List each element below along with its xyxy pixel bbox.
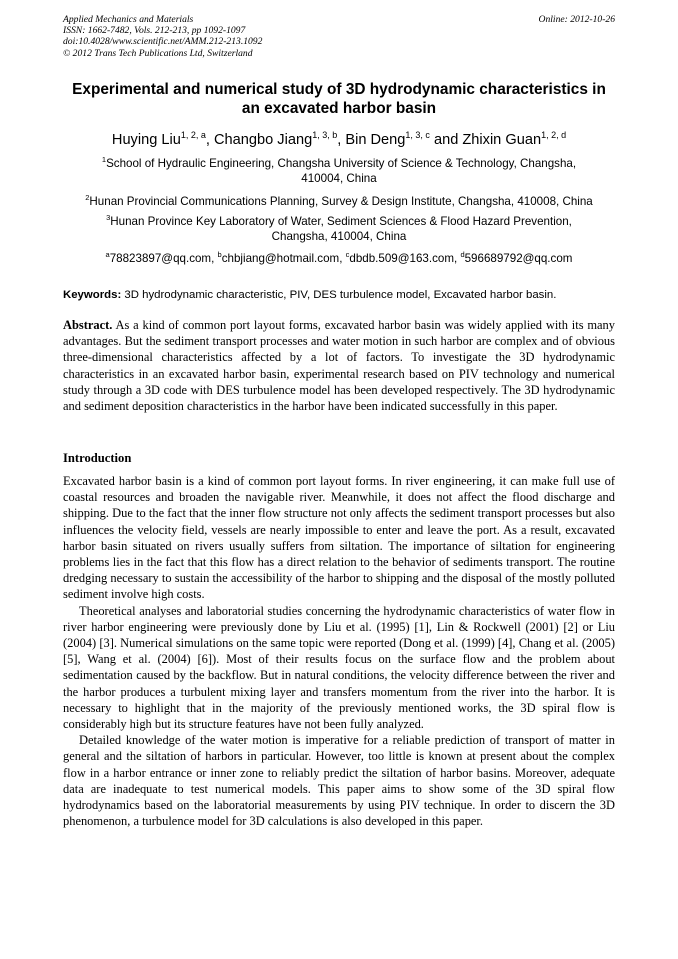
paragraph: Excavated harbor basin is a kind of common port layout forms. In river engineering, it can make full use of coastal resources and broaden the navigable river. Meanwhile, it does not affect the flood discharge and shipping. Due to the fact that the inner flow structure not only affects the sediment transport processes but also influences the velocity field, vessels are nearly impossible to enter and leave the port. As a result, excavated harbor basin situated on rivers usually suffers from siltation. The importance of siltation for engineering problems lies in the fact that this flow has a direct relation to the behavior of sediments transport. The routine dredging necessary to sustain the accessibility of the harbor to shipping and the disposal of the mostly polluted sediment involve high costs. [63,474,615,602]
affiliation-text: School of Hydraulic Engineering, Changsha University of Science & Technology, Changsha, 410004, China [106,157,577,186]
section-heading-introduction: Introduction [63,451,132,465]
author-list [63,131,615,149]
email-address: dbdb.509@163.com [349,252,454,265]
affiliation-1 [63,156,615,187]
abstract [63,317,615,414]
affiliation-2 [54,194,624,209]
email-mark: a [105,250,110,259]
email-list: $^a$78823897@qq.com, $^b$chbjiang@hotmail.com, $^c$dbdb.509@163.com, $^d$596689792@qq.com [105,250,573,265]
journal-header [63,14,262,59]
online-date: Online: 2012-10-26 [538,14,615,25]
author-name: Zhixin Guan [462,132,542,148]
affiliation-text: Hunan Provincial Communications Planning, Survey & Design Institute, Changsha, 410008, China [89,195,593,208]
email-mark: d [460,250,465,259]
affiliation-3 [63,214,615,245]
author-affiliation-mark: 1, 2, a [180,130,206,140]
issn-line: ISSN: 1662-7482, Vols. 212-213, pp 1092-1097 [63,25,246,37]
author-name: Bin Deng [345,132,406,148]
email-address: 596689792@qq.com [464,252,573,265]
keywords-label: Keywords: [63,289,122,301]
author-affiliation-mark: 1, 3, b [312,130,338,140]
affiliation-text: Hunan Province Key Laboratory of Water, Sediment Sciences & Flood Hazard Prevention, Changsha, 410004, China [110,215,572,244]
introduction-body [63,473,615,829]
author-affiliation-mark: 1, 2, d [541,130,567,140]
journal-name: Applied Mechanics and Materials [63,14,194,25]
author-name: Changbo Jiang [214,132,313,148]
copyright-line: © 2012 Trans Tech Publications Ltd, Switzerland [63,47,253,59]
keywords [63,288,623,302]
author-and: and [429,132,463,148]
email-address: chbjiang@hotmail.com [221,252,340,265]
author-separator: , [205,132,215,148]
affiliation-mark: 2 [85,193,90,202]
email-address: 78823897@qq.com [109,252,212,265]
email-mark: b [217,250,222,259]
doi-line: doi:10.4028/www.scientific.net/AMM.212-213.1092 [63,36,263,48]
paragraph: Theoretical analyses and laboratorial studies concerning the hydrodynamic characteristics of water flow in river harbor engineering were previously done by Liu et al. (1995) [1], Lin & Rockwell (2001) [2] or Liu (2004) [3]. Numerical simulations on the same topic were reported (Dong et al. (1999) [4], Chang et al. (2005) [5], Wang et al. (2004) [6]). Most of their results focus on the surface flow and the problem about sedimentation caused by the backflow. But in natural conditions, the velocity difference between the river and the harbor produces a turbulent mixing layer and transfers momentum from the river into the harbor. It is necessary to highlight that in the majority of the previously mentioned works, the 3D spiral flow is considerably high but its structure features have not been fully analyzed. [63,603,615,732]
abstract-label: Abstract. [63,318,113,332]
affiliation-mark: 3 [106,213,111,222]
affiliation-mark: 1 [101,155,107,164]
paragraph: Detailed knowledge of the water motion is imperative for a reliable prediction of transport of matter in general and the siltation of harbors in particular. However, too little is known at present about the complex flow in a harbor entrance or inner zone to reliably predict the siltation of harbor basins. Moreover, adequate data are inadequate to test numerical models. This paper aims to show some of the 3D spiral flow hydrodynamics based on the laboratorial measurements by using PIV technique. In order to discern the 3D phenomenon, a turbulence model for 3D calculations is also developed in this paper. [63,733,615,829]
author-affiliation-mark: 1, 3, c [405,130,430,140]
email-mark: c [345,250,350,259]
abstract-text: As a kind of common port layout forms, excavated harbor basin was widely applied with its many advantages. But the sediment transport processes and water motion in such harbor are complex and of obvious three-dimensional characteristics affected by a lot of factors. To investigate the 3D hydrodynamic characteristics in an excavated harbor basin, experimental research based on PIV technology and numerical study through a 3D code with DES turbulence model has been developed respectively. The 3D hydrodynamic and sediment deposition characteristics in the harbor have been indicated successfully in this paper. [63,318,615,414]
paper-title: Experimental and numerical study of 3D hydrodynamic characteristics in an excavated harbor basin [72,81,606,117]
author-name: Huying Liu [111,132,181,148]
author-separator: , [337,132,346,148]
keywords-text: 3D hydrodynamic characteristic, PIV, DES turbulence model, Excavated harbor basin. [121,289,557,301]
